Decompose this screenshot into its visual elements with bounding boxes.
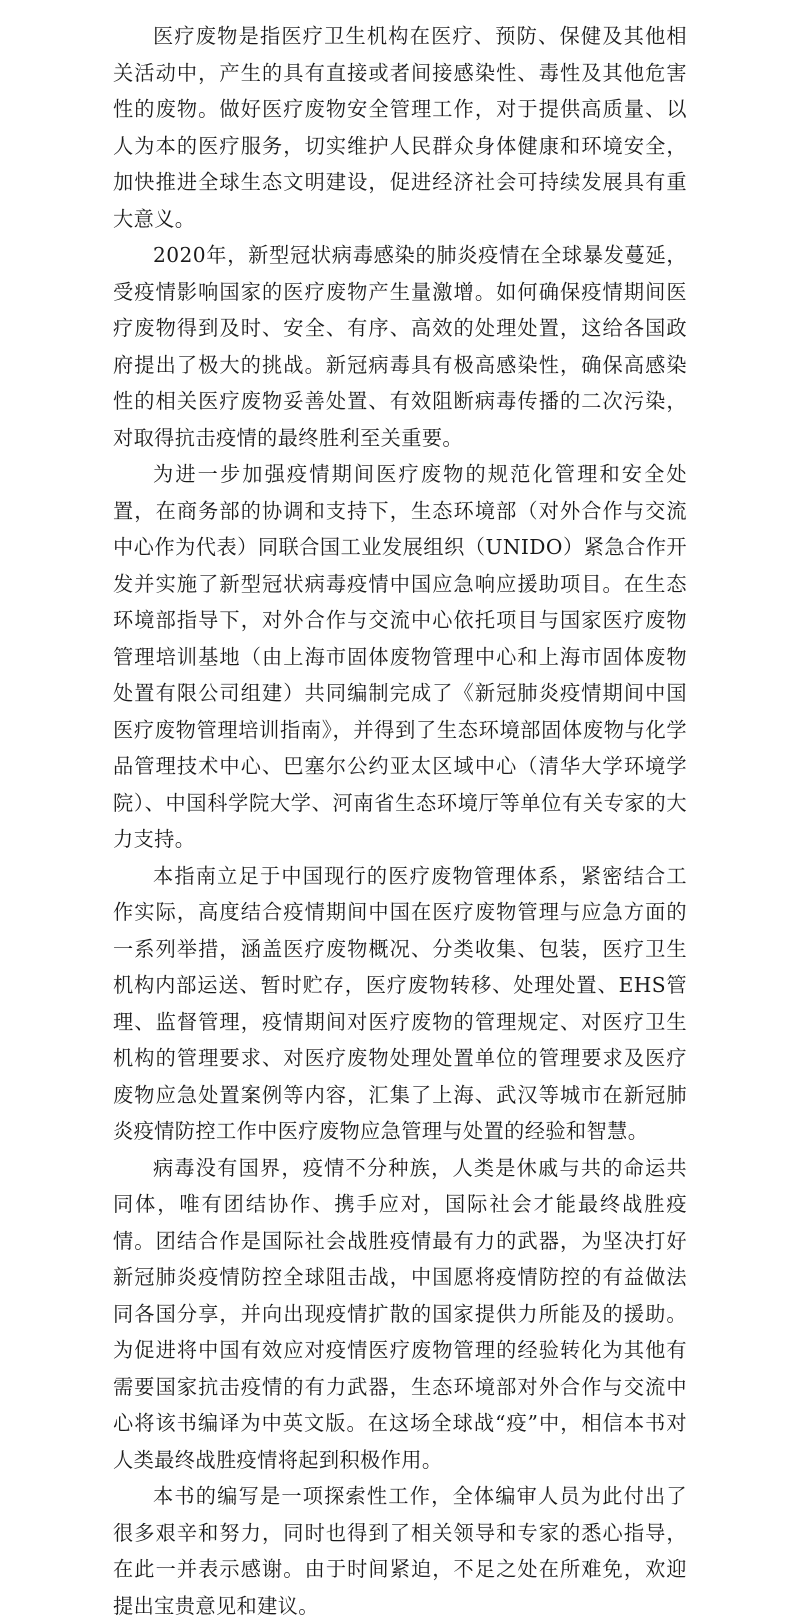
paragraph-guide-scope: 本指南立足于中国现行的医疗废物管理体系，紧密结合工作实际，高度结合疫情期间中国在医疗废物管理与应急方面的一系列举措，涵盖医疗废物概况、分类收集、包装，医疗卫生机构内部运送、暂时贮存，医疗废物转移、处理处置、EHS管理、监督管理，疫情期间对医疗废物的管理规定、对医疗卫生机构的管理要求、对医疗废物处理处置单位的管理要求及医疗废物应急处置案例等内容，汇集了上海、武汉等城市在新冠肺炎疫情防控工作中医疗废物应急管理与处置的经验和智慧。 (113, 863, 687, 1143)
paragraph-project-background: 为进一步加强疫情期间医疗废物的规范化管理和安全处置，在商务部的协调和支持下，生态环境部（对外合作与交流中心作为代表）同联合国工业发展组织（UNIDO）紧急合作开发并实施了新型冠状病毒疫情中国应急响应援助项目。在生态环境部指导下，对外合作与交流中心依托项目与国家医疗废物管理培训基地（由上海市固体废物管理中心和上海市固体废物处置有限公司组建）共同编制完成了《新冠肺炎疫情期间中国医疗废物管理培训指南》，并得到了生态环境部固体废物与化学品管理技术中心、巴塞尔公约亚太区域中心（清华大学环境学院）、中国科学院大学、河南省生态环境厅等单位有关专家的大力支持。 (113, 462, 687, 851)
paragraph-2020-outbreak: 2020年，新型冠状病毒感染的肺炎疫情在全球暴发蔓延，受疫情影响国家的医疗废物产生量激增。如何确保疫情期间医疗废物得到及时、安全、有序、高效的处理处置，这给各国政府提出了极大的挑战。新冠病毒具有极高感染性，确保高感染性的相关医疗废物妥善处置、有效阻断病毒传播的二次污染，对取得抗击疫情的最终胜利至关重要。 (113, 243, 687, 450)
paragraph-international-cooperation: 病毒没有国界，疫情不分种族，人类是休戚与共的命运共同体，唯有团结协作、携手应对，国际社会才能最终战胜疫情。团结合作是国际社会战胜疫情最有力的武器，为坚决打好新冠肺炎疫情防控全球阻击战，中国愿将疫情防控的有益做法同各国分享，并向出现疫情扩散的国家提供力所能及的援助。为促进将中国有效应对疫情医疗废物管理的经验转化为其他有需要国家抗击疫情的有力武器，生态环境部对外合作与交流中心将该书编译为中英文版。在这场全球战“疫”中，相信本书对人类最终战胜疫情将起到积极作用。 (113, 1155, 687, 1472)
paragraph-acknowledgement: 本书的编写是一项探索性工作，全体编审人员为此付出了很多艰辛和努力，同时也得到了相关领导和专家的悉心指导，在此一并表示感谢。由于时间紧迫，不足之处在所难免，欢迎提出宝贵意见和建议。 (113, 1484, 687, 1618)
paragraph-intro: 医疗废物是指医疗卫生机构在医疗、预防、保健及其他相关活动中，产生的具有直接或者间接感染性、毒性及其他危害性的废物。做好医疗废物安全管理工作，对于提供高质量、以人为本的医疗服务，切实维护人民群众身体健康和环境安全，加快推进全球生态文明建设，促进经济社会可持续发展具有重大意义。 (113, 24, 687, 231)
